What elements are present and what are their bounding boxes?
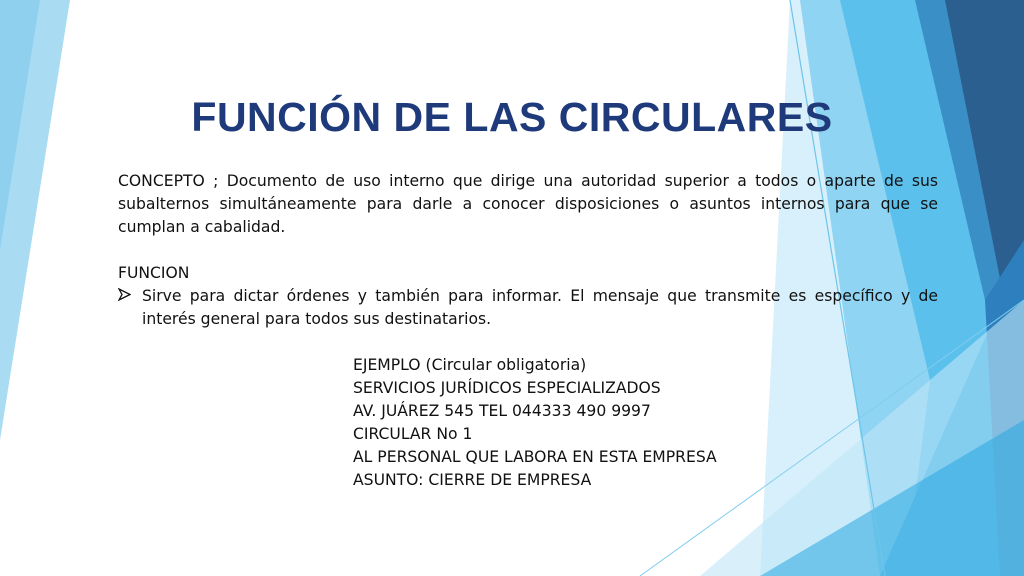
- example-line: EJEMPLO (Circular obligatoria): [353, 356, 587, 374]
- example-line: SERVICIOS JURÍDICOS ESPECIALIZADOS: [353, 379, 661, 397]
- example-line: AV. JUÁREZ 545 TEL 044333 490 9997: [353, 402, 651, 420]
- arrow-bullet-icon: [118, 285, 142, 308]
- funcion-bullet: [118, 285, 938, 331]
- example-line: AL PERSONAL QUE LABORA EN ESTA EMPRESA: [353, 448, 717, 466]
- example-block: [353, 354, 717, 492]
- bullet-text: Sirve para dictar órdenes y también para informar. El mensaje que transmite es específico y de interés general para todos sus destinatarios.: [142, 287, 938, 328]
- funcion-heading: FUNCION: [118, 264, 190, 282]
- slide-title: FUNCIÓN DE LAS CIRCULARES: [191, 94, 833, 140]
- example-line: ASUNTO: CIERRE DE EMPRESA: [353, 471, 592, 489]
- example-line: CIRCULAR No 1: [353, 425, 473, 443]
- body-text: [118, 170, 938, 331]
- concepto-paragraph: CONCEPTO ; Documento de uso interno que dirige una autoridad superior a todos o aparte de sus subalternos simultáneamente para darle a conocer disposiciones o asuntos internos para que se cumplan a cabalidad.: [118, 172, 938, 236]
